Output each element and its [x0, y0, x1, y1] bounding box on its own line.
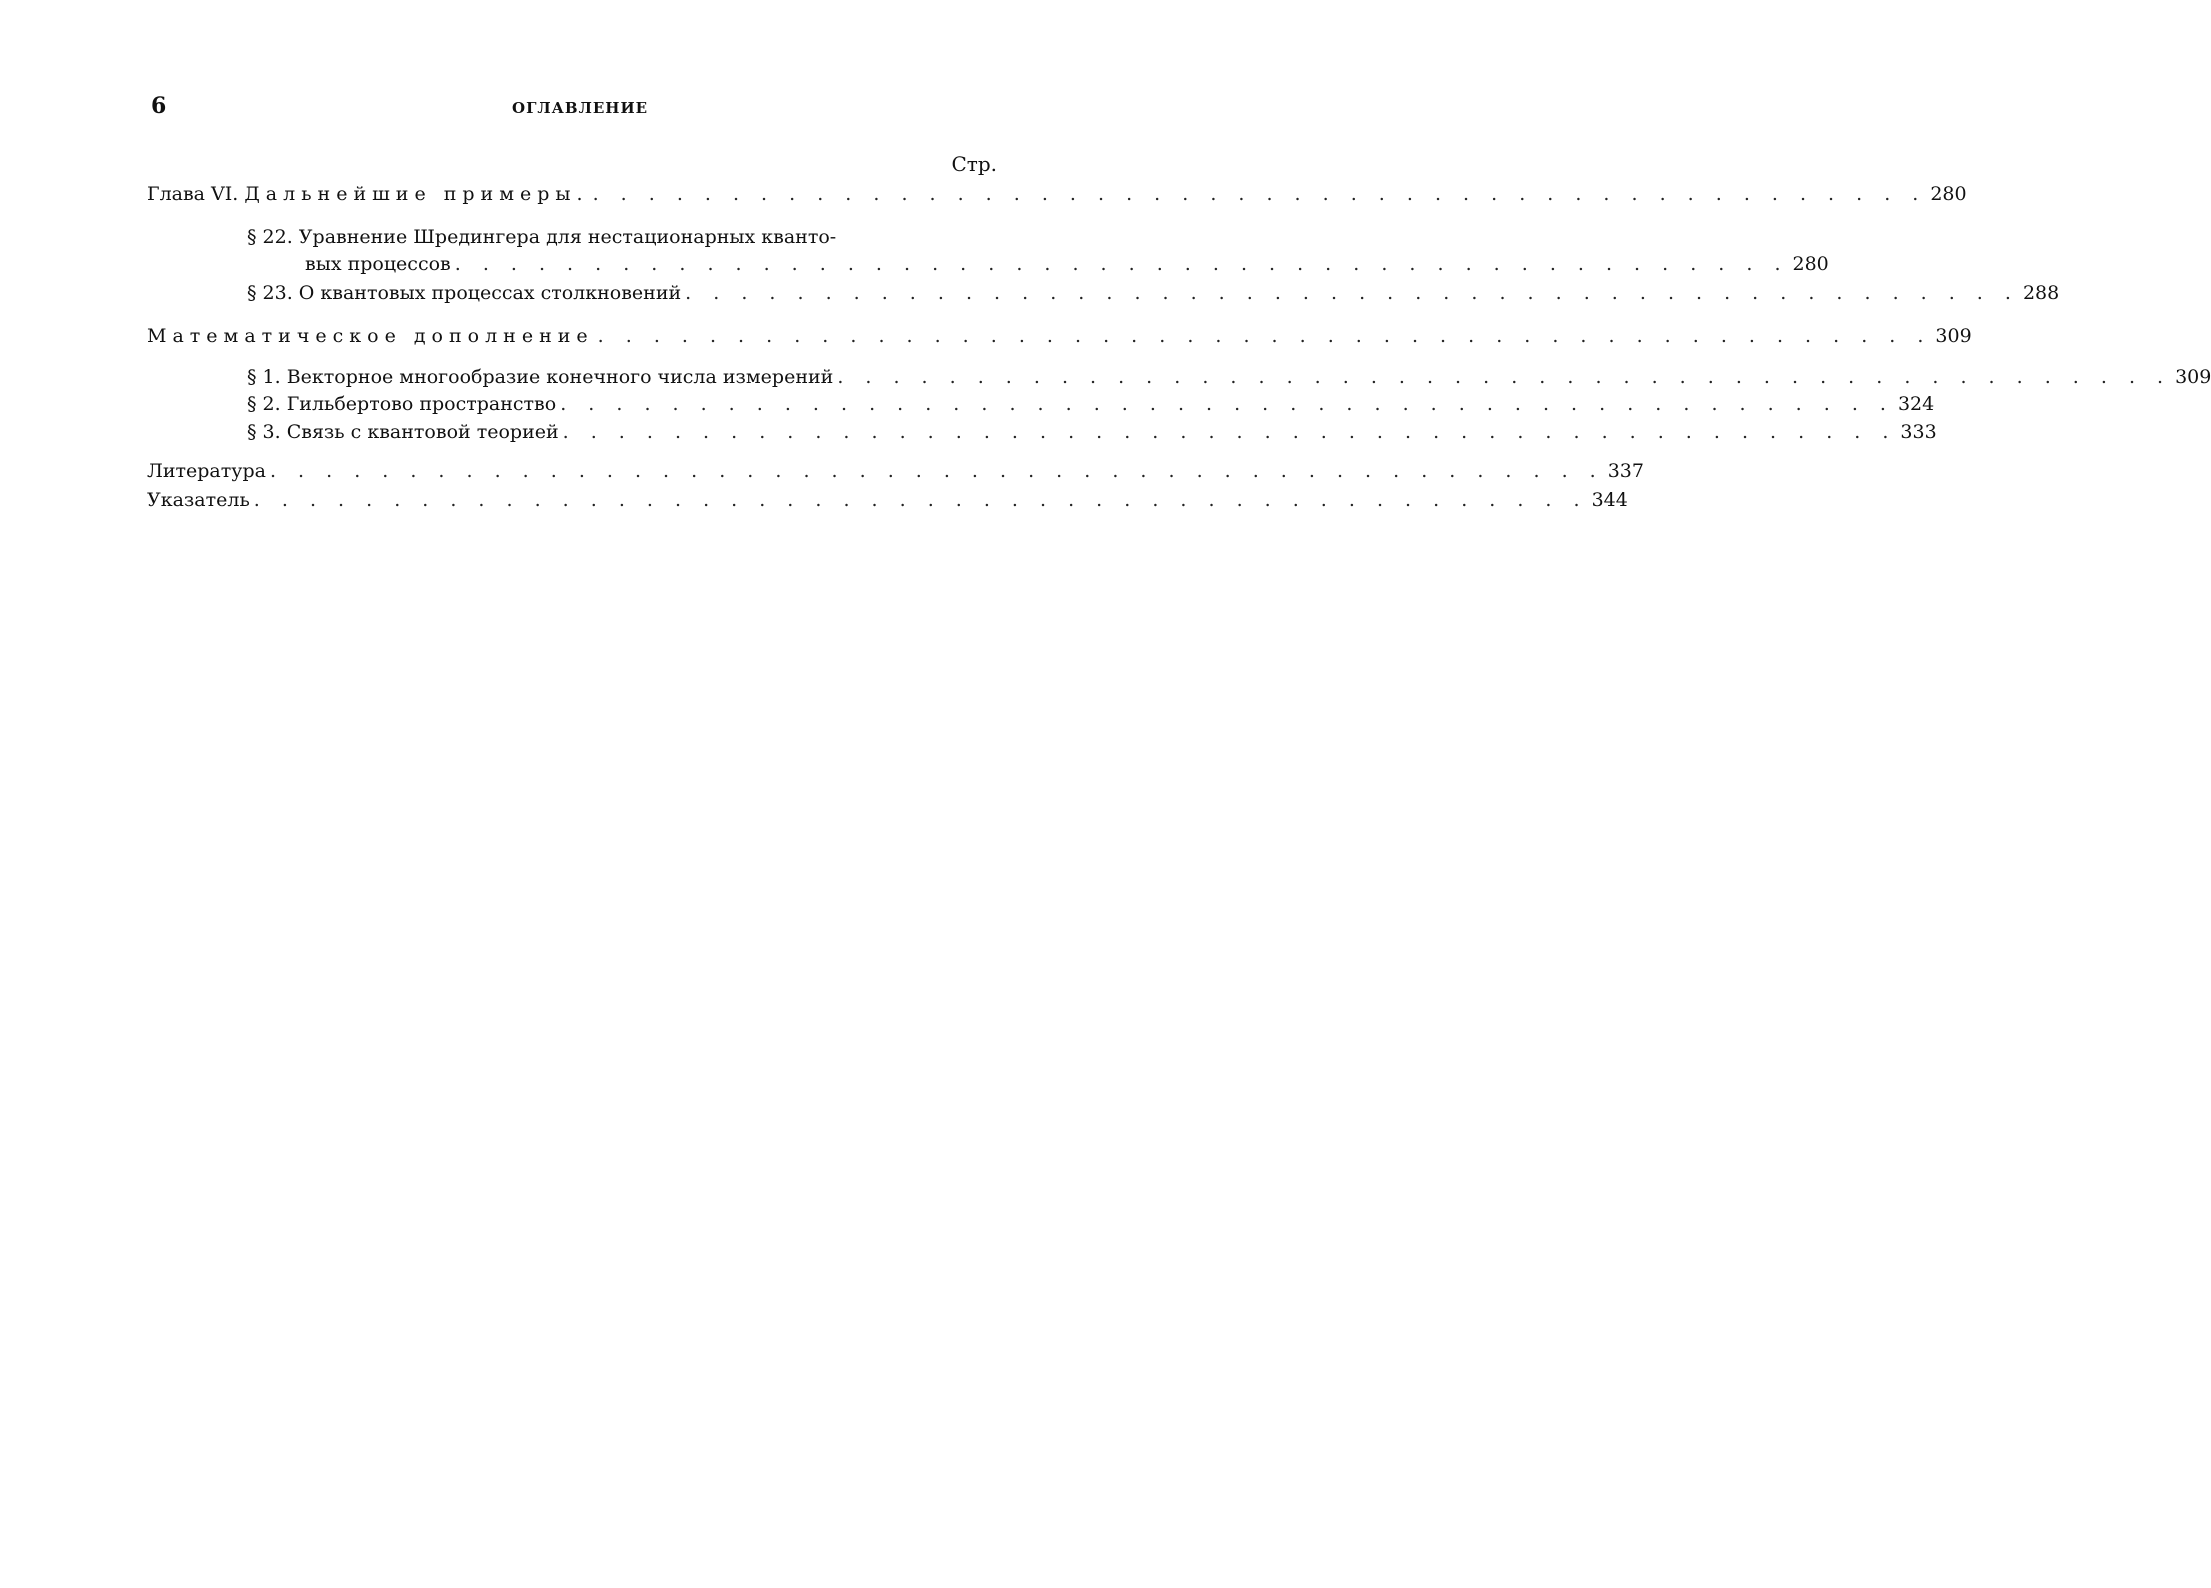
toc-entry-index: [147, 488, 1628, 512]
leader-dots: . . . . . . . . . . . . . . . . . . . . . . . . . . . . . . . . . . . . . . . . . . . . . . . .: [837, 366, 2172, 388]
page-number: 6: [151, 93, 167, 119]
leader-dots: . . . . . . . . . . . . . . . . . . . . . . . . . . . . . . . . . . . . . . . . . . . . . . . .: [685, 282, 2019, 304]
toc-entry-label: Глава VI. Дальнейшие примеры.: [147, 183, 589, 205]
toc-entry-math-section-2: [247, 392, 1935, 416]
toc-entry-label: Указатель: [147, 489, 250, 511]
toc-entry-literature: [147, 459, 1644, 483]
toc-entry-chapter-6: [147, 182, 1967, 206]
running-head: ОГЛАВЛЕНИЕ: [512, 99, 649, 117]
toc-entry-page: 280: [1792, 253, 1829, 275]
toc-entry-label: вых процессов: [305, 253, 451, 275]
leader-dots: . . . . . . . . . . . . . . . . . . . . . . . . . . . . . . . . . . . . . . . . . . . . . . . .: [454, 253, 1789, 275]
toc-entry-page: 309: [2175, 366, 2211, 388]
toc-entry-label: § 2. Гильбертово пространство: [247, 393, 557, 415]
toc-entry-section-22: [305, 252, 1829, 276]
leader-dots: . . . . . . . . . . . . . . . . . . . . . . . . . . . . . . . . . . . . . . . . . . . . . . . .: [560, 393, 1894, 415]
leader-dots: . . . . . . . . . . . . . . . . . . . . . . . . . . . . . . . . . . . . . . . . . . . . . . . .: [597, 325, 1932, 347]
leader-dots: . . . . . . . . . . . . . . . . . . . . . . . . . . . . . . . . . . . . . . . . . . . . . . . .: [253, 489, 1588, 511]
toc-entry-page: 344: [1591, 489, 1628, 511]
toc-entry-page: 309: [1935, 325, 1972, 347]
toc-entry-label: § 3. Связь с квантовой теорией: [247, 421, 559, 443]
leader-dots: . . . . . . . . . . . . . . . . . . . . . . . . . . . . . . . . . . . . . . . . . . . . . . . .: [269, 460, 1604, 482]
toc-entry-page: 288: [2022, 282, 2060, 304]
leader-dots: . . . . . . . . . . . . . . . . . . . . . . . . . . . . . . . . . . . . . . . . . . . . . . . .: [592, 183, 1927, 205]
toc-entry-label: Литература: [147, 460, 266, 482]
toc-entry-math-supplement: [147, 324, 1972, 348]
toc-entry-math-section-3: [247, 420, 1937, 444]
toc-entry-section-22-line1: [247, 225, 994, 249]
toc-entry-label: § 1. Векторное многообразие конечного числа измерений: [247, 366, 834, 388]
toc-entry-page: 324: [1897, 393, 1935, 415]
toc-entry-label: § 23. О квантовых процессах столкновений: [247, 282, 682, 304]
toc-entry-section-23: [247, 281, 2060, 305]
toc-entry-label: Математическое дополнение: [147, 325, 594, 347]
toc-entry-page: 333: [1900, 421, 1937, 443]
leader-dots: . . . . . . . . . . . . . . . . . . . . . . . . . . . . . . . . . . . . . . . . . . . . . . . .: [562, 421, 1897, 443]
page-column-head: Стр.: [951, 152, 997, 176]
toc-entry-math-section-1: [247, 365, 2211, 389]
toc-entry-page: 280: [1930, 183, 1967, 205]
toc-entry-label: § 22. Уравнение Шредингера для нестационарных кванто-: [247, 226, 837, 248]
toc-entry-page: 337: [1607, 460, 1644, 482]
